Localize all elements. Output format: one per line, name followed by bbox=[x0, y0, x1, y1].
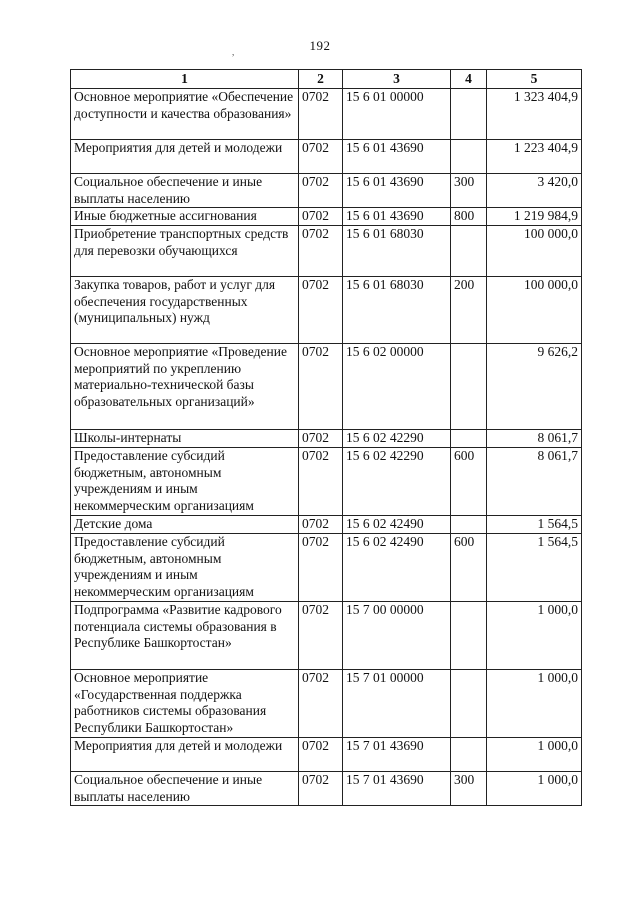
row-section: 0702 bbox=[299, 448, 343, 516]
row-name: Мероприятия для детей и молодежи bbox=[71, 738, 299, 772]
row-amount: 1 323 404,9 bbox=[487, 89, 582, 140]
row-csr: 15 6 02 42490 bbox=[343, 516, 451, 534]
header-cell-amount: 5 bbox=[487, 70, 582, 89]
header-cell-csr: 3 bbox=[343, 70, 451, 89]
row-csr: 15 6 02 42290 bbox=[343, 430, 451, 448]
row-section: 0702 bbox=[299, 516, 343, 534]
header-row bbox=[71, 70, 582, 89]
row-csr: 15 6 02 42490 bbox=[343, 534, 451, 602]
row-name: Основное мероприятие «Государственная поддержка работников системы образования Республики Башкортостан» bbox=[71, 670, 299, 738]
row-csr: 15 7 01 00000 bbox=[343, 670, 451, 738]
table-row bbox=[71, 738, 582, 772]
table-row bbox=[71, 448, 582, 516]
row-amount: 100 000,0 bbox=[487, 277, 582, 344]
row-vr bbox=[451, 516, 487, 534]
row-amount: 8 061,7 bbox=[487, 448, 582, 516]
row-section: 0702 bbox=[299, 174, 343, 208]
row-amount: 1 000,0 bbox=[487, 738, 582, 772]
row-csr: 15 6 01 43690 bbox=[343, 140, 451, 174]
row-section: 0702 bbox=[299, 772, 343, 806]
table-row bbox=[71, 534, 582, 602]
row-csr: 15 6 01 68030 bbox=[343, 277, 451, 344]
row-vr: 800 bbox=[451, 208, 487, 226]
row-csr: 15 6 02 00000 bbox=[343, 344, 451, 430]
row-section: 0702 bbox=[299, 89, 343, 140]
row-name: Основное мероприятие «Обеспечение доступности и качества образования» bbox=[71, 89, 299, 140]
row-vr: 600 bbox=[451, 448, 487, 516]
table-row bbox=[71, 174, 582, 208]
row-section: 0702 bbox=[299, 430, 343, 448]
table-row bbox=[71, 140, 582, 174]
row-vr bbox=[451, 602, 487, 670]
row-name: Предоставление субсидий бюджетным, автономным учреждениям и иным некоммерческим организациям bbox=[71, 534, 299, 602]
row-name: Основное мероприятие «Проведение мероприятий по укреплению материально-технической базы образовательных организаций» bbox=[71, 344, 299, 430]
table-row bbox=[71, 772, 582, 806]
budget-table bbox=[70, 69, 582, 806]
row-name: Социальное обеспечение и иные выплаты населению bbox=[71, 174, 299, 208]
row-amount: 1 000,0 bbox=[487, 602, 582, 670]
table-row bbox=[71, 602, 582, 670]
row-amount: 1 564,5 bbox=[487, 534, 582, 602]
row-name: Подпрограмма «Развитие кадрового потенциала системы образования в Республике Башкортостан» bbox=[71, 602, 299, 670]
row-csr: 15 6 01 43690 bbox=[343, 208, 451, 226]
table-row bbox=[71, 226, 582, 277]
row-csr: 15 7 01 43690 bbox=[343, 772, 451, 806]
row-section: 0702 bbox=[299, 670, 343, 738]
row-vr bbox=[451, 430, 487, 448]
row-amount: 8 061,7 bbox=[487, 430, 582, 448]
row-name: Детские дома bbox=[71, 516, 299, 534]
row-name: Социальное обеспечение и иные выплаты населению bbox=[71, 772, 299, 806]
table-row bbox=[71, 208, 582, 226]
row-csr: 15 6 01 68030 bbox=[343, 226, 451, 277]
table-row bbox=[71, 344, 582, 430]
row-csr: 15 7 00 00000 bbox=[343, 602, 451, 670]
row-amount: 1 223 404,9 bbox=[487, 140, 582, 174]
row-section: 0702 bbox=[299, 277, 343, 344]
page-number: 192 bbox=[309, 38, 331, 53]
table-row bbox=[71, 89, 582, 140]
row-amount: 1 564,5 bbox=[487, 516, 582, 534]
row-section: 0702 bbox=[299, 226, 343, 277]
row-csr: 15 6 01 00000 bbox=[343, 89, 451, 140]
row-section: 0702 bbox=[299, 602, 343, 670]
row-vr bbox=[451, 226, 487, 277]
row-vr bbox=[451, 738, 487, 772]
row-csr: 15 6 02 42290 bbox=[343, 448, 451, 516]
row-vr: 600 bbox=[451, 534, 487, 602]
row-name: Приобретение транспортных средств для перевозки обучающихся bbox=[71, 226, 299, 277]
row-amount: 9 626,2 bbox=[487, 344, 582, 430]
row-vr bbox=[451, 140, 487, 174]
row-name: Иные бюджетные ассигнования bbox=[71, 208, 299, 226]
row-section: 0702 bbox=[299, 738, 343, 772]
row-section: 0702 bbox=[299, 344, 343, 430]
row-section: 0702 bbox=[299, 208, 343, 226]
header-cell-section: 2 bbox=[299, 70, 343, 89]
row-section: 0702 bbox=[299, 534, 343, 602]
row-vr: 200 bbox=[451, 277, 487, 344]
row-csr: 15 6 01 43690 bbox=[343, 174, 451, 208]
row-name: Школы-интернаты bbox=[71, 430, 299, 448]
header-cell-name: 1 bbox=[71, 70, 299, 89]
row-vr bbox=[451, 670, 487, 738]
scan-speck: , bbox=[232, 47, 235, 57]
table-row bbox=[71, 670, 582, 738]
row-section: 0702 bbox=[299, 140, 343, 174]
row-vr bbox=[451, 344, 487, 430]
row-vr: 300 bbox=[451, 174, 487, 208]
row-vr: 300 bbox=[451, 772, 487, 806]
row-csr: 15 7 01 43690 bbox=[343, 738, 451, 772]
row-amount: 3 420,0 bbox=[487, 174, 582, 208]
row-name: Мероприятия для детей и молодежи bbox=[71, 140, 299, 174]
row-amount: 1 000,0 bbox=[487, 772, 582, 806]
table-row bbox=[71, 430, 582, 448]
row-name: Предоставление субсидий бюджетным, автономным учреждениям и иным некоммерческим организациям bbox=[71, 448, 299, 516]
table-row bbox=[71, 277, 582, 344]
row-amount: 100 000,0 bbox=[487, 226, 582, 277]
row-name: Закупка товаров, работ и услуг для обеспечения государственных (муниципальных) нужд bbox=[71, 277, 299, 344]
row-amount: 1 219 984,9 bbox=[487, 208, 582, 226]
row-vr bbox=[451, 89, 487, 140]
table-row bbox=[71, 516, 582, 534]
header-cell-vr: 4 bbox=[451, 70, 487, 89]
row-amount: 1 000,0 bbox=[487, 670, 582, 738]
